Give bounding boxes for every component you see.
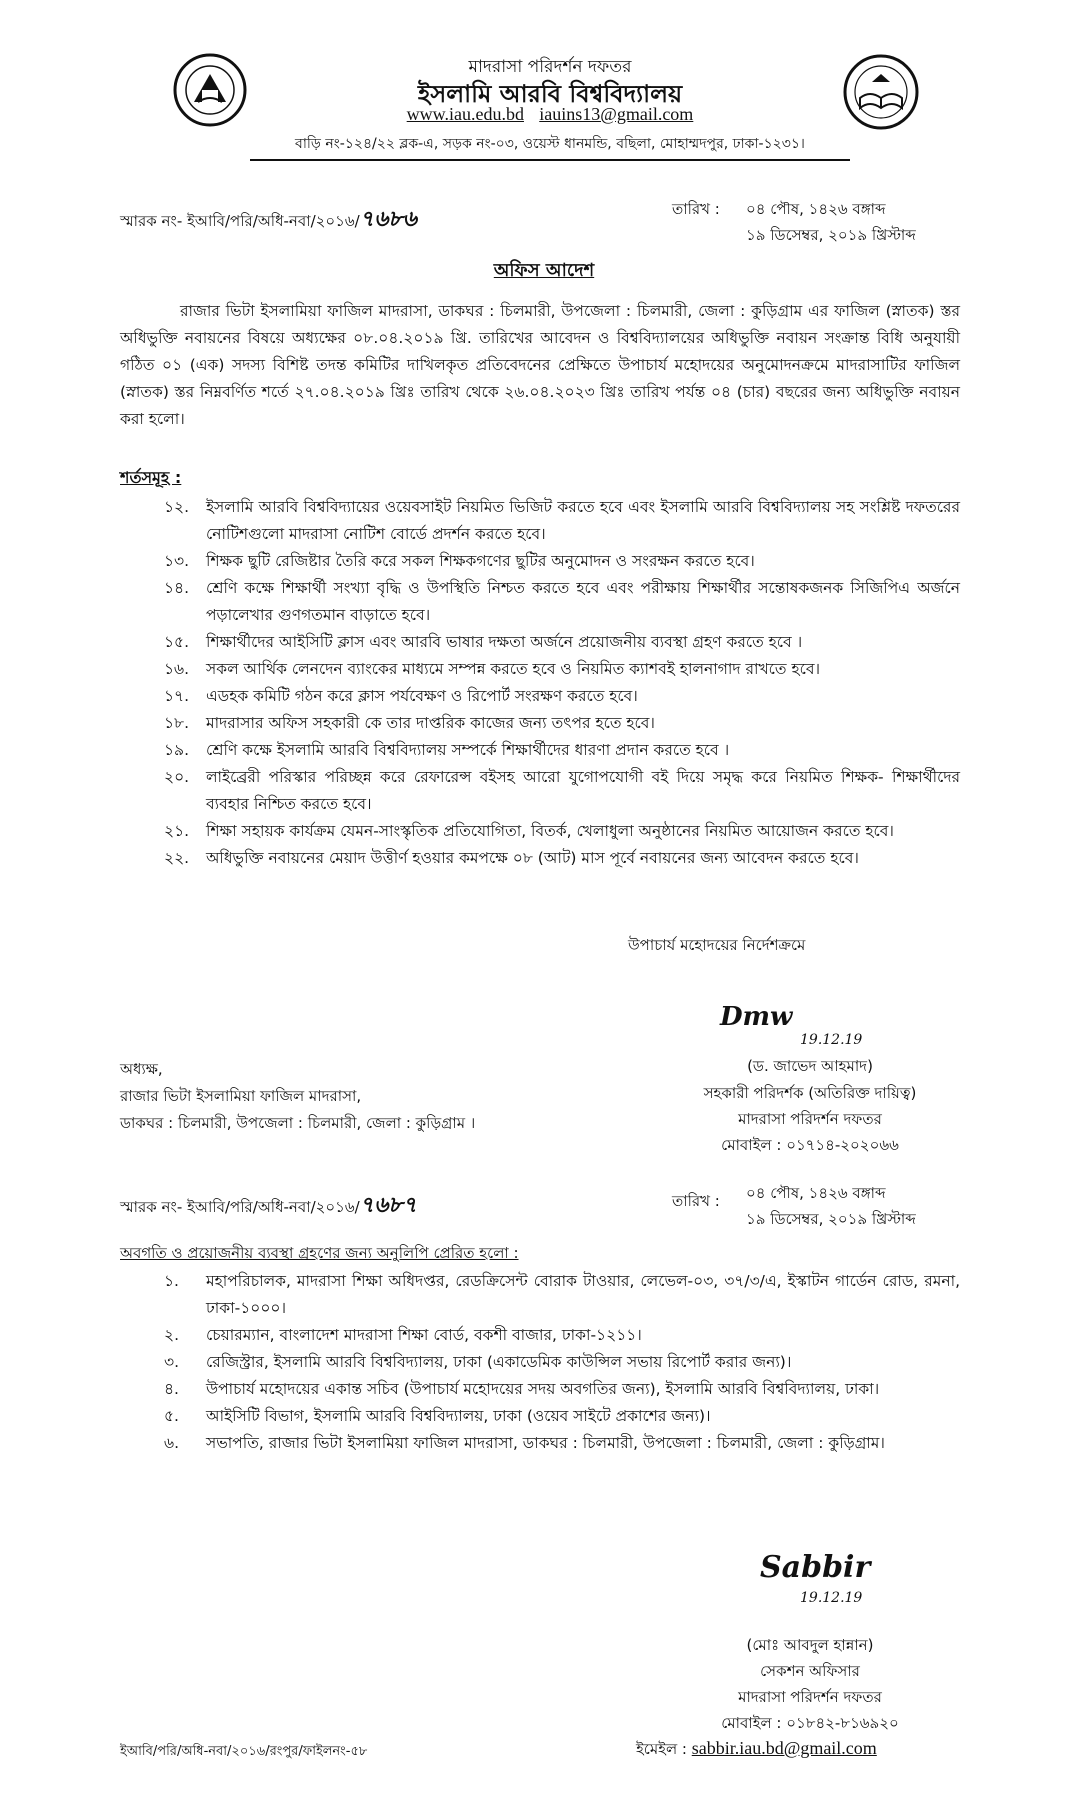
signature-1-date: 19.12.19 <box>800 1032 863 1048</box>
signature-1: Dmw <box>720 1002 793 1032</box>
signatory-1-name: (ড. জাভেদ আহমাদ) <box>747 1057 873 1075</box>
office-name: মাদরাসা পরিদর্শন দফতর <box>468 57 632 77</box>
memo-ref-handwritten: ৭৬৮৭ <box>359 1192 417 1218</box>
list-item: ২১. শিক্ষা সহায়ক কার্যক্রম যেমন-সাংস্কৃতিক প্রতিযোগিতা, বিতর্ক, খেলাধুলা অনুষ্ঠানের নিয়মিত আয়োজন করতে হবে। <box>164 822 894 840</box>
list-item: ১. মহাপরিচালক, মাদরাসা শিক্ষা অধিদপ্তর, রেডক্রিসেন্ট বোরাক টাওয়ার, লেভেল-০৩, ৩৭/৩/এ, ইস্কাটন গার্ডেন রোড, রমনা, ঢাকা-১০০০। <box>164 1272 960 1317</box>
signature-2: Sabbir <box>760 1550 871 1585</box>
signatory-2-email-row <box>636 1738 877 1763</box>
memo-2-date-bangla: ০৪ পৌষ, ১৪২৬ বঙ্গাব্দ <box>746 1184 886 1202</box>
list-item: ১৩. শিক্ষক ছুটি রেজিষ্টার তৈরি করে সকল শিক্ষকগণের ছুটির অনুমোদন ও সংরক্ষন করতে হবে। <box>164 552 755 570</box>
memo-ref-label: স্মারক নং- ইআবি/পরি/অধি-নবা/২০১৬/ <box>120 212 360 230</box>
university-name: ইসলামি আরবি বিশ্ববিদ্যালয় <box>417 80 683 108</box>
signatory-2-email-link[interactable]: sabbir.iau.bd@gmail.com <box>691 1738 877 1758</box>
memo-ref-label: স্মারক নং- ইআবি/পরি/অধি-নবা/২০১৬/ <box>120 1198 360 1216</box>
signatory-1-office: মাদরাসা পরিদর্শন দফতর <box>738 1110 882 1128</box>
list-item: ১২. ইসলামি আরবি বিশ্ববিদ্যায়ের ওয়েবসাইট নিয়মিত ভিজিট করতে হবে এবং ইসলামি আরবি বিশ্ববিদ্যালয় সহ সংশ্লিষ্ট দফতরের নোটিশগুলো মাদরাসা নোটিশ বোর্ডে প্রদর্শন করতে হবে। <box>164 498 960 543</box>
list-item: ২. চেয়ারম্যান, বাংলাদেশ মাদরাসা শিক্ষা বোর্ড, বকশী বাজার, ঢাকা-১২১১। <box>164 1326 642 1344</box>
recipient-line-2: রাজার ভিটা ইসলামিয়া ফাজিল মাদরাসা, <box>120 1087 362 1105</box>
memo-2-date-label: তারিখ : <box>672 1192 720 1210</box>
list-item: ১৫. শিক্ষার্থীদের আইসিটি ক্লাস এবং আরবি ভাষার দক্ষতা অর্জনে প্রয়োজনীয় ব্যবস্থা গ্রহণ করতে হবে । <box>164 633 803 651</box>
list-item: ১৯. শ্রেণি কক্ষে ইসলামি আরবি বিশ্ববিদ্যালয় সম্পর্কে শিক্ষার্থীদের ধারণা প্রদান করতে হবে । <box>164 741 730 759</box>
website-link[interactable]: www.iau.edu.bd <box>406 104 524 124</box>
memo-date-label: তারিখ : <box>672 200 720 218</box>
list-item: ৬. সভাপতি, রাজার ভিটা ইসলামিয়া ফাজিল মাদরাসা, ডাকঘর : চিলমারী, উপজেলা : চিলমারী, জেলা : কুড়িগ্রাম। <box>164 1434 885 1452</box>
memo-date-bangla: ০৪ পৌষ, ১৪২৬ বঙ্গাব্দ <box>746 200 886 218</box>
copies-list <box>164 1268 960 1457</box>
list-item: ৪. উপাচার্য মহোদয়ের একান্ত সচিব (উপাচার্য মহোদয়ের সদয় অবগতির জন্য), ইসলামি আরবি বিশ্ববিদ্যালয়, ঢাকা। <box>164 1380 880 1398</box>
right-logo <box>842 52 920 132</box>
page-title: অফিস আদেশ <box>493 260 595 281</box>
memo-date-english: ১৯ ডিসেম্বর, ২০১৯ খ্রিস্টাব্দ <box>746 226 916 244</box>
email-label: ইমেইল : <box>636 1740 687 1758</box>
university-logo <box>172 50 248 134</box>
university-seal-icon <box>172 50 248 134</box>
signatory-2-designation: সেকশন অফিসার <box>760 1662 860 1680</box>
list-item: ৩. রেজিস্ট্রার, ইসলামি আরবি বিশ্ববিদ্যালয়, ঢাকা (একাডেমিক কাউন্সিল সভায় রিপোর্ট করার জন্য)। <box>164 1353 792 1371</box>
conditions-heading: শর্তসমূহ : <box>120 468 182 487</box>
header-address: বাড়ি নং-১২৪/২২ ব্লক-এ, সড়ক নং-০৩, ওয়েস্ট ধানমন্ডি, বছিলা, মোহাম্মদপুর, ঢাকা-১২৩১। <box>250 132 850 161</box>
memo-ref-1 <box>120 202 417 239</box>
signatory-1-mobile: মোবাইল : ০১৭১৪-২০২০৬৬ <box>721 1136 899 1154</box>
contact-line <box>300 104 800 125</box>
list-item: ১৪. শ্রেণি কক্ষে শিক্ষার্থী সংখ্যা বৃদ্ধি ও উপস্থিতি নিশ্চত করতে হবে এবং পরীক্ষায় শিক্ষার্থীর সন্তোষকজনক সিজিপিএ অর্জনে পড়ালেখার গুণগতমান বাড়াতে হবে। <box>164 579 960 624</box>
signatory-2-office: মাদরাসা পরিদর্শন দফতর <box>738 1688 882 1706</box>
list-item: ১৮. মাদরাসার অফিস সহকারী কে তার দাপ্তরিক কাজের জন্য তৎপর হতে হবে। <box>164 714 655 732</box>
signatory-1-designation: সহকারী পরিদর্শক (অতিরিক্ত দায়িত্ব) <box>703 1084 917 1102</box>
signature-2-date: 19.12.19 <box>800 1590 863 1606</box>
signatory-2-mobile: মোবাইল : ০১৮৪২-৮১৬৯২০ <box>721 1714 899 1732</box>
copies-heading: অবগতি ও প্রয়োজনীয় ব্যবস্থা গ্রহণের জন্য অনুলিপি প্রেরিত হলো : <box>120 1244 519 1262</box>
recipient-line-3: ডাকঘর : চিলমারী, উপজেলা : চিলমারী, জেলা : কুড়িগ্রাম । <box>120 1114 476 1132</box>
list-item: ১৭. এডহক কমিটি গঠন করে ক্লাস পর্যবেক্ষণ ও রিপোর্ট সংরক্ষণ করতে হবে। <box>164 687 638 705</box>
list-item: ২০. লাইব্রেরী পরিস্কার পরিচ্ছন্ন করে রেফারেন্স বইসহ আরো যুগোপযোগী বই দিয়ে সমৃদ্ধ করে নিয়মিত শিক্ষক- শিক্ষার্থীদের ব্যবহার নিশ্চিত করতে হবে। <box>164 768 960 813</box>
list-item: ২২. অধিভুক্তি নবায়নের মেয়াদ উত্তীর্ণ হওয়ার কমপক্ষে ০৮ (আট) মাস পূর্বে নবায়নের জন্য আবেদন করতে হবে। <box>164 849 859 867</box>
list-item: ৫. আইসিটি বিভাগ, ইসলামি আরবি বিশ্ববিদ্যালয়, ঢাকা (ওয়েব সাইটে প্রকাশের জন্য)। <box>164 1407 711 1425</box>
memo-ref-2 <box>120 1188 417 1225</box>
book-emblem-icon <box>842 52 920 132</box>
header-email-link[interactable]: iauins13@gmail.com <box>539 104 694 124</box>
footer-reference: ইআবি/পরি/অধি-নবা/২০১৬/রংপুর/ফাইলনং-৫৮ <box>120 1744 368 1759</box>
conditions-list <box>164 494 960 872</box>
order-body: রাজার ভিটা ইসলামিয়া ফাজিল মাদরাসা, ডাকঘর : চিলমারী, উপজেলা : চিলমারী, জেলা : কুড়িগ্রাম এর ফাজিল (স্নাতক) স্তর অধিভুক্তি নবায়নের বিষয়ে অধ্যক্ষের ০৮.০৪.২০১৯ খ্রি. তারিখের আবেদন ও বিশ্ববিদ্যালয়ের অধিভুক্তি নবায়ন সংক্রান্ত বিধি অনুযায়ী গঠিত ০১ (এক) সদস্য বিশিষ্ট তদন্ত কমিটির দাখিলকৃত প্রতিবেদনের প্রেক্ষিতে উপাচার্য মহোদয়ের অনুমোদনক্রমে মাদরাসাটির ফাজিল (স্নাতক) স্তর নিম্নবর্ণিত শর্তে ২৭.০৪.২০১৯ খ্রিঃ তারিখ থেকে ২৬.০৪.২০২৩ খ্রিঃ তারিখ পর্যন্ত ০৪ (চার) বছরের জন্য অধিভুক্তি নবায়ন করা হলো। <box>120 302 960 428</box>
memo-ref-handwritten: ৭৬৮৬ <box>359 206 417 232</box>
recipient-line-1: অধ্যক্ষ, <box>120 1060 163 1078</box>
memo-2-date-english: ১৯ ডিসেম্বর, ২০১৯ খ্রিস্টাব্দ <box>746 1210 916 1228</box>
direction-note: উপাচার্য মহোদয়ের নির্দেশক্রমে <box>628 936 806 954</box>
signatory-2-name: (মোঃ আবদুল হান্নান) <box>746 1636 874 1654</box>
list-item: ১৬. সকল আর্থিক লেনদেন ব্যাংকের মাধ্যমে সম্পন্ন করতে হবে ও নিয়মিত ক্যাশবই হালনাগাদ রাখতে হবে। <box>164 660 820 678</box>
